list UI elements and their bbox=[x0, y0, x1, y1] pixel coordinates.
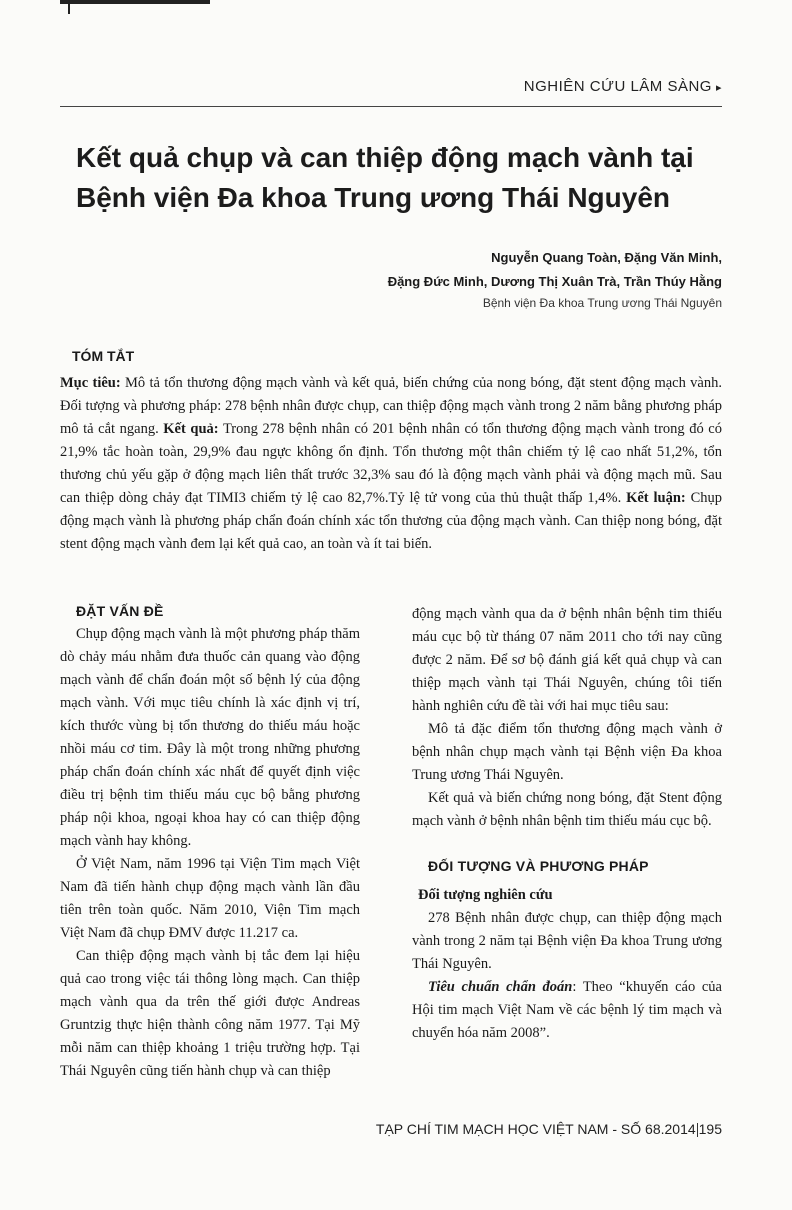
abstract-body bbox=[60, 372, 722, 556]
authors-line-1: Nguyễn Quang Toàn, Đặng Văn Minh, bbox=[491, 250, 722, 265]
footer-separator bbox=[697, 1123, 698, 1137]
abstract-results-label: Kết quả: bbox=[163, 421, 219, 437]
intro-paragraph-2: Ở Việt Nam, năm 1996 tại Viện Tim mạch Việt Nam đã tiến hành chụp động mạch vành lần đầu tiên trên toàn quốc. Năm 2010, Viện Tim mạch Việt Nam đã chụp ĐMV được 11.217 ca. bbox=[60, 856, 360, 941]
abstract-results-text: Trong 278 bệnh nhân có 201 bệnh nhân có tổn thương động mạch vành trong đó có 21,9% tắc hoàn toàn, 29,9% đau ngực không ổn định. Tổn thương một thân chiếm tỷ lệ cao nhất 51,2%, tổn thương chủ yếu gặp ở động mạch liên thất trước 32,3% sau đó là động mạch vành phải và động mạch mũ. Sau can thiệp dòng chảy đạt TIMI3 chiếm tỷ lệ cao 82,7%.Tỷ lệ tử vong của thủ thuật thấp 1,4%. bbox=[60, 421, 722, 506]
intro-heading: ĐẶT VẤN ĐỀ bbox=[76, 603, 164, 619]
affiliation: Bệnh viện Đa khoa Trung ương Thái Nguyên bbox=[482, 296, 722, 310]
objective-1: Mô tả đặc điểm tổn thương động mạch vành ở bệnh nhân chụp mạch vành tại Bệnh viện Đa khoa Trung ương Thái Nguyên. bbox=[412, 721, 722, 783]
objective-2: Kết quả và biến chứng nong bóng, đặt Stent động mạch vành ở bệnh nhân bệnh tim thiếu máu cục bộ. bbox=[412, 790, 722, 829]
methods-heading: ĐỐI TƯỢNG VÀ PHƯƠNG PHÁP bbox=[428, 858, 649, 874]
intro-paragraph-1: Chụp động mạch vành là một phương pháp thăm dò chảy máu nhằm đưa thuốc cản quang vào động mạch vành để chẩn đoán một số bệnh lý của động mạch vành. Với mục tiêu chính là xác định vị trí, kích thước vùng bị tổn thương do thiếu máu hoặc nhồi máu cơ tim. Đây là một trong những phương pháp chẩn đoán chính xác nhất để quyết định việc điều trị bệnh tim thiếu máu cục bộ bằng phương pháp nội khoa, ngoại khoa hay có can thiệp động mạch vành hay không. bbox=[60, 626, 360, 849]
abstract-objective-label: Mục tiêu: bbox=[60, 375, 121, 391]
right-column bbox=[412, 603, 722, 1045]
abstract-conclusion-text: Chụp động mạch vành là phương pháp chẩn đoán chính xác tổn thương của động mạch vành. Can thiệp nong bóng, đặt stent động mạch vành đem lại kết quả cao, an toàn và ít tai biến. bbox=[60, 490, 722, 552]
authors-line-2: Đặng Đức Minh, Dương Thị Xuân Trà, Trần Thúy Hằng bbox=[387, 274, 722, 289]
section-label: NGHIÊN CỨU LÂM SÀNG ▸ bbox=[523, 78, 722, 95]
subjects-subheading: Đối tượng nghiên cứu bbox=[418, 887, 553, 903]
journal-name: TẠP CHÍ TIM MẠCH HỌC VIỆT NAM - SỐ 68.2014 bbox=[375, 1121, 696, 1137]
criteria-label: Tiêu chuẩn chẩn đoán bbox=[428, 979, 573, 995]
criteria-text: : Theo “khuyến cáo của Hội tim mạch Việt Nam về các bệnh lý tim mạch và chuyển hóa năm 2008”. bbox=[412, 979, 722, 1041]
authors bbox=[388, 246, 722, 294]
intro-paragraph-3: Can thiệp động mạch vành bị tắc đem lại hiệu quả cao trong việc tái thông lòng mạch. Can thiệp mạch vành qua da trên thế giới được Andreas Gruntzig thực hiện thành công năm 1977. Tại Mỹ mỗi năm can thiệp khoảng 1 triệu trường hợp. Tại Thái Nguyên cũng tiến hành chụp và can thiệp bbox=[60, 948, 360, 1079]
header-rule bbox=[60, 106, 722, 107]
subjects-paragraph: 278 Bệnh nhân được chụp, can thiệp động mạch vành trong 2 năm tại Bệnh viện Đa khoa Trung ương Thái Nguyên. bbox=[412, 910, 722, 972]
arrow-icon: ▸ bbox=[715, 82, 722, 94]
article-title: Kết quả chụp và can thiệp động mạch vành tại Bệnh viện Đa khoa Trung ương Thái Nguyên bbox=[76, 142, 694, 213]
page-number: 195 bbox=[698, 1121, 722, 1137]
criteria-paragraph bbox=[412, 976, 722, 1045]
left-column bbox=[60, 600, 360, 1083]
journal-footer bbox=[376, 1121, 722, 1137]
abstract-heading: TÓM TẮT bbox=[72, 348, 135, 364]
scan-edge-mark bbox=[60, 0, 220, 14]
intro-paragraph-4: động mạch vành qua da ở bệnh nhân bệnh tim thiếu máu cục bộ từ tháng 07 năm 2011 cho tới nay cũng được 2 năm. Để sơ bộ đánh giá kết quả chụp và can thiệp mạch vành tại Thái Nguyên, chúng tôi tiến hành nghiên cứu đề tài với hai mục tiêu sau: bbox=[412, 606, 722, 714]
abstract-conclusion-label: Kết luận: bbox=[626, 490, 686, 506]
abstract-objective-text: Mô tả tổn thương động mạch vành và kết quả, biến chứng của nong bóng, đặt stent động mạch vành. Đối tượng và phương pháp: 278 bệnh nhân được chụp, can thiệp động mạch vành trong 2 năm bằng phương pháp mô tả cắt ngang. bbox=[60, 375, 722, 437]
